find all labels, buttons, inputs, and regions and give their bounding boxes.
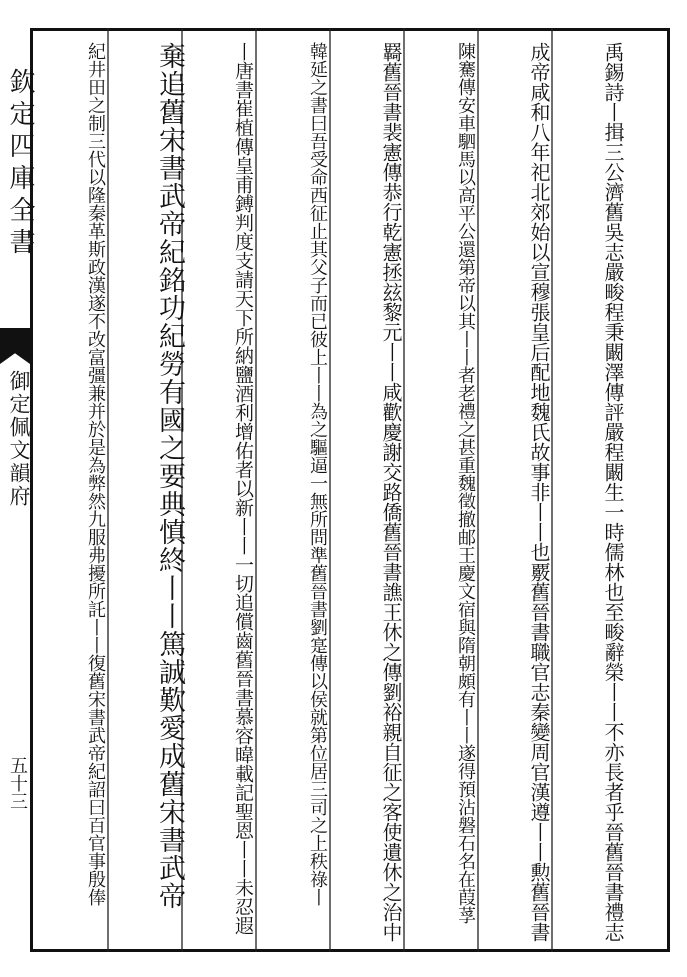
page-margin: [0, 28, 35, 952]
book-series-title: 欽定四庫全書: [5, 68, 35, 260]
text-column-2: 成帝咸和八年祀北郊始以宣穆張皇后配地魏氏故事非丨丨也覈舊晉書職官志秦變周官漢遵丨丨勲舊晉書: [527, 42, 551, 942]
text-column-8: 紀井田之制三代以隆秦革斯政漢遂不改富彊兼并於是為弊然九服弗擾所託丨丨復舊宋書武帝紀詔曰百官事殷俸: [85, 42, 106, 906]
text-column-3: 陳騫傳安車駟馬以高平公還第帝以其丨丨者老禮之甚重魏徵撤邮王慶文宿與隋朝頗有丨丨遂得預沾磐石名在葭莩: [455, 42, 476, 924]
page-frame: [30, 28, 670, 952]
text-column-5: 韓延之書曰吾受命西征止其父子而已彼上丨丨為之驅逼一無所問準舊晉書劉寔傳以侯就第位居三司之上秩祿丨: [307, 42, 328, 906]
text-column-4: 羇舊晉書裴憲傳恭行乾憲拯玆黎元丨丨咸歡慶謝交路僑舊晉書譙王休之傳劉裕親自征之客使遺休之治中: [379, 42, 403, 942]
text-column-7: 棄追舊宋書武帝紀銘功紀勞有國之要典慎終丨丨篤誠歎愛成舊宋書武帝: [154, 42, 185, 910]
work-title: 御定佩文韻府: [7, 370, 31, 508]
folio-number: 五十三: [7, 756, 28, 810]
text-column-6: 丨唐書崔植傳皇甫鎛判度支請天下所納鹽酒利增佑者以新丨丨一切追償齒舊晉書慕容暐載記聖恩丨丨未忍遐: [232, 42, 254, 935]
fishtail-mark-icon: [0, 328, 30, 364]
text-column-1: 禹錫詩丨揖三公濟舊吳志嚴畯程秉闞澤傳評嚴程闞生一時儒林也至畯辭榮丨丨不亦長者乎晉舊晉書禮志: [601, 42, 625, 942]
